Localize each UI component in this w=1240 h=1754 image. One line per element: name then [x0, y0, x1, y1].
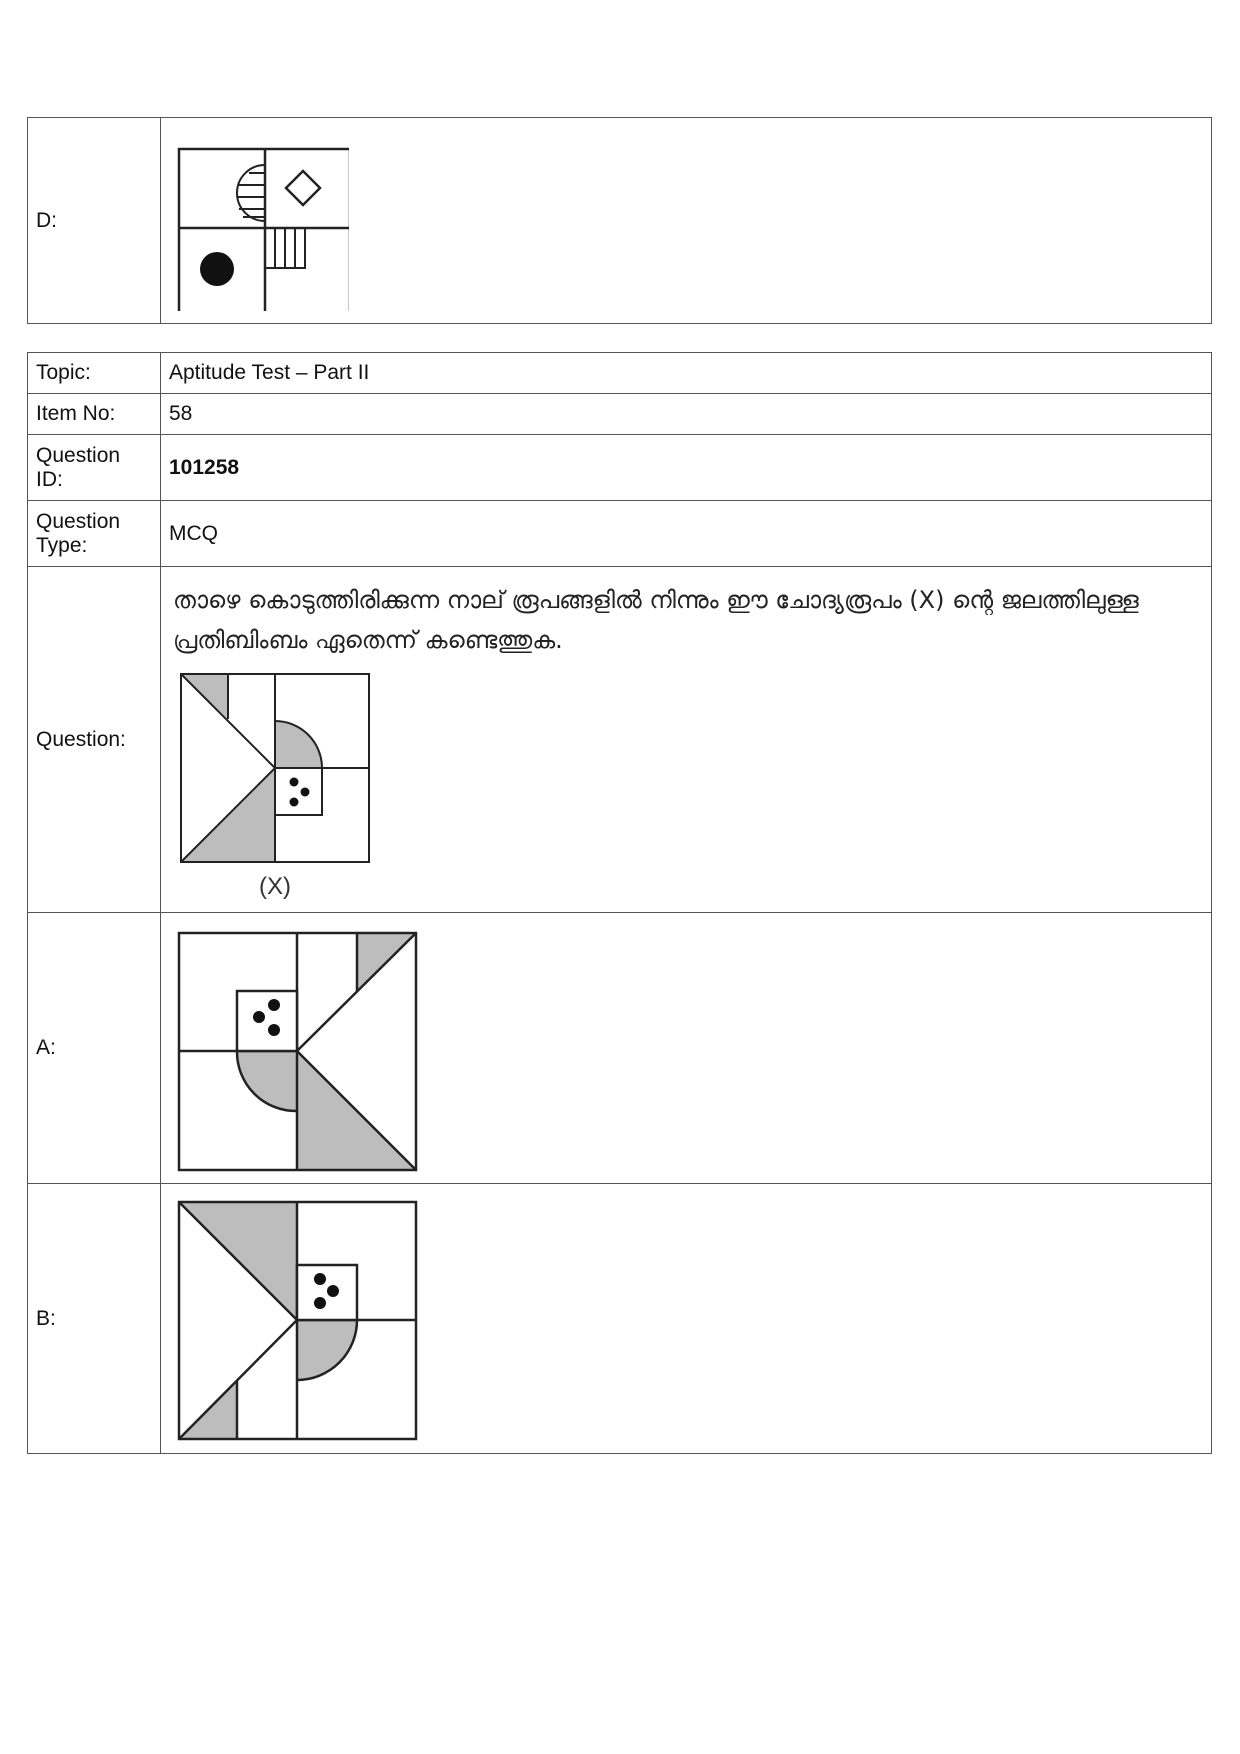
striped-rectangle-shape — [265, 228, 305, 268]
question-label: Question: — [28, 567, 161, 913]
option-d-label: D: — [28, 118, 161, 324]
topic-value: Aptitude Test – Part II — [161, 353, 1212, 394]
quarter-circle-shape — [237, 1051, 297, 1111]
item-no-value: 58 — [161, 394, 1212, 435]
item-no-label: Item No: — [28, 394, 161, 435]
option-d-cell — [161, 118, 1212, 324]
option-a-cell — [161, 913, 1212, 1184]
question-table — [27, 352, 1212, 1454]
option-a-figure — [169, 923, 419, 1173]
figure-caption: (X) — [259, 872, 291, 900]
question-text: താഴെ കൊടുത്തിരിക്കുന്ന നാല് രൂപങ്ങളിൽ നിന്നും ഈ ചോദ്യരൂപം (X) ന്റെ ജലത്തിലുള്ള പ്രതിബിംബം ഏതെന്ന് കണ്ടെത്തുക. — [173, 585, 1139, 654]
question-id-value: 101258 — [161, 435, 1212, 501]
filled-circle-shape — [200, 252, 234, 286]
dots-square — [297, 1265, 357, 1320]
option-b-label: B: — [28, 1184, 161, 1454]
dots-square — [237, 991, 297, 1051]
option-d-figure — [169, 131, 349, 311]
question-type-value: MCQ — [161, 501, 1212, 567]
option-a-label: A: — [28, 913, 161, 1184]
option-b-figure — [169, 1194, 419, 1444]
question-cell — [161, 567, 1212, 913]
question-type-label: Question Type: — [28, 501, 161, 567]
diamond-shape — [286, 171, 320, 205]
striped-half-circle-shape — [237, 165, 265, 221]
question-figure-x — [169, 668, 379, 904]
question-id-label: Question ID: — [28, 435, 161, 501]
dots-square — [275, 768, 322, 815]
option-d-table — [27, 117, 1212, 324]
option-b-cell — [161, 1184, 1212, 1454]
topic-label: Topic: — [28, 353, 161, 394]
